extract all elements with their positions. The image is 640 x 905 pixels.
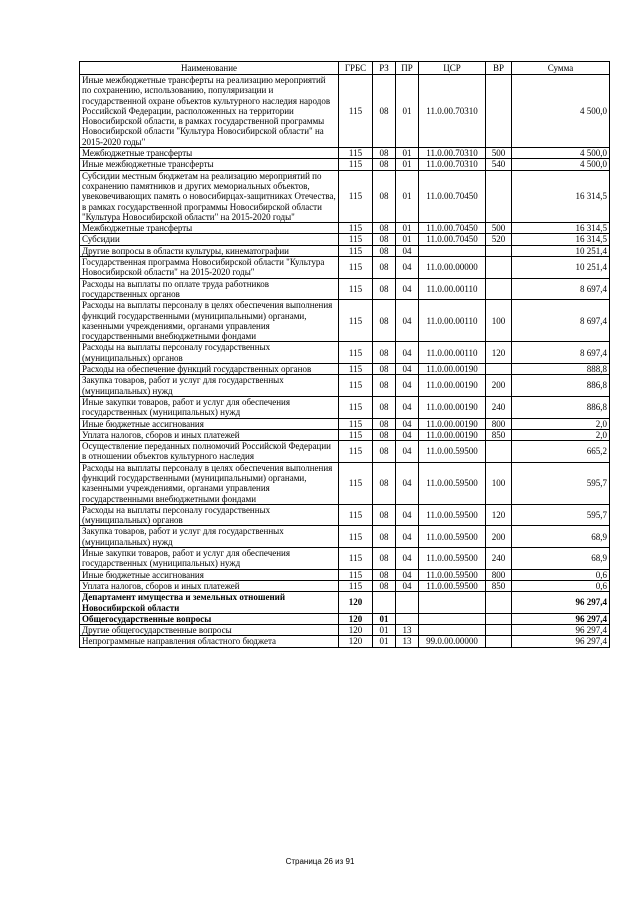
table-row bbox=[80, 504, 610, 526]
cell-csr: 11.0.00.59500 bbox=[419, 462, 486, 504]
cell-rz: 08 bbox=[373, 396, 396, 418]
cell-pr: 04 bbox=[396, 375, 419, 397]
cell-csr: 11.0.00.59500 bbox=[419, 441, 486, 463]
cell-rz: 08 bbox=[373, 234, 396, 245]
cell-vr: 850 bbox=[486, 429, 512, 440]
cell-grbs: 120 bbox=[339, 613, 373, 624]
cell-vr bbox=[486, 636, 512, 647]
cell-pr: 04 bbox=[396, 548, 419, 570]
cell-pr: 01 bbox=[396, 170, 419, 222]
cell-grbs: 120 bbox=[339, 592, 373, 614]
cell-sum: 4 500,0 bbox=[512, 75, 610, 148]
cell-rz: 08 bbox=[373, 364, 396, 375]
cell-grbs: 115 bbox=[339, 418, 373, 429]
cell-vr: 850 bbox=[486, 580, 512, 591]
cell-grbs: 120 bbox=[339, 625, 373, 636]
table-row bbox=[80, 245, 610, 256]
table-row bbox=[80, 257, 610, 279]
cell-csr: 11.0.00.00110 bbox=[419, 342, 486, 364]
cell-rz: 08 bbox=[373, 548, 396, 570]
cell-grbs: 115 bbox=[339, 148, 373, 159]
cell-name: Непрограммные направления областного бюджета bbox=[80, 636, 339, 647]
cell-grbs: 115 bbox=[339, 245, 373, 256]
cell-vr: 520 bbox=[486, 234, 512, 245]
cell-rz: 01 bbox=[373, 613, 396, 624]
cell-csr: 11.0.00.00190 bbox=[419, 418, 486, 429]
table-row bbox=[80, 234, 610, 245]
cell-grbs: 115 bbox=[339, 375, 373, 397]
cell-pr: 04 bbox=[396, 504, 419, 526]
cell-vr: 500 bbox=[486, 223, 512, 234]
table-row bbox=[80, 625, 610, 636]
cell-csr: 11.0.00.00190 bbox=[419, 429, 486, 440]
cell-csr: 11.0.00.00110 bbox=[419, 278, 486, 300]
cell-pr: 04 bbox=[396, 300, 419, 342]
cell-csr: 11.0.00.59500 bbox=[419, 526, 486, 548]
cell-csr: 11.0.00.70310 bbox=[419, 159, 486, 170]
table-row bbox=[80, 375, 610, 397]
header-rz: РЗ bbox=[373, 62, 396, 75]
cell-grbs: 115 bbox=[339, 75, 373, 148]
cell-rz: 08 bbox=[373, 429, 396, 440]
cell-vr: 120 bbox=[486, 342, 512, 364]
cell-grbs: 115 bbox=[339, 300, 373, 342]
cell-pr: 04 bbox=[396, 245, 419, 256]
table-body bbox=[80, 75, 610, 648]
cell-sum: 10 251,4 bbox=[512, 245, 610, 256]
cell-vr bbox=[486, 245, 512, 256]
cell-rz: 01 bbox=[373, 636, 396, 647]
cell-name: Субсидии bbox=[80, 234, 339, 245]
cell-pr: 01 bbox=[396, 159, 419, 170]
cell-pr: 04 bbox=[396, 462, 419, 504]
cell-rz: 08 bbox=[373, 580, 396, 591]
cell-grbs: 115 bbox=[339, 462, 373, 504]
cell-sum: 16 314,5 bbox=[512, 234, 610, 245]
cell-sum: 96 297,4 bbox=[512, 636, 610, 647]
cell-vr bbox=[486, 75, 512, 148]
cell-pr: 01 bbox=[396, 223, 419, 234]
cell-sum: 888,8 bbox=[512, 364, 610, 375]
cell-name: Расходы на выплаты персоналу в целях обеспечения выполнения функций государственными (муниципальными) органами, казенными учреждениями, органами управления государственными внебюджетными фондами bbox=[80, 300, 339, 342]
cell-grbs: 115 bbox=[339, 159, 373, 170]
cell-pr: 04 bbox=[396, 580, 419, 591]
cell-name: Уплата налогов, сборов и иных платежей bbox=[80, 580, 339, 591]
table-row bbox=[80, 613, 610, 624]
cell-rz: 08 bbox=[373, 342, 396, 364]
header-csr: ЦСР bbox=[419, 62, 486, 75]
cell-vr: 500 bbox=[486, 148, 512, 159]
cell-rz bbox=[373, 592, 396, 614]
table-row bbox=[80, 396, 610, 418]
cell-name: Иные межбюджетные трансферты на реализацию мероприятий по сохранению, использованию, популяризации и государственной охране объектов культурного наследия народов Российской Федерации, расположенных на территории Новосибирской области, в рамках государственной программы Новосибирской области "Культура Новосибирской области" на 2015-2020 годы" bbox=[80, 75, 339, 148]
cell-pr: 01 bbox=[396, 234, 419, 245]
table-row bbox=[80, 148, 610, 159]
cell-grbs: 115 bbox=[339, 504, 373, 526]
cell-name: Иные закупки товаров, работ и услуг для обеспечения государственных (муниципальных) нужд bbox=[80, 548, 339, 570]
cell-rz: 08 bbox=[373, 148, 396, 159]
cell-rz: 08 bbox=[373, 462, 396, 504]
header-pr: ПР bbox=[396, 62, 419, 75]
cell-rz: 08 bbox=[373, 418, 396, 429]
cell-name: Общегосударственные вопросы bbox=[80, 613, 339, 624]
cell-name: Другие общегосударственные вопросы bbox=[80, 625, 339, 636]
cell-pr: 04 bbox=[396, 257, 419, 279]
cell-grbs: 115 bbox=[339, 569, 373, 580]
cell-vr bbox=[486, 170, 512, 222]
cell-vr bbox=[486, 625, 512, 636]
table-row bbox=[80, 548, 610, 570]
table-row bbox=[80, 580, 610, 591]
cell-pr: 04 bbox=[396, 569, 419, 580]
cell-csr bbox=[419, 592, 486, 614]
cell-csr bbox=[419, 625, 486, 636]
cell-grbs: 115 bbox=[339, 342, 373, 364]
cell-vr bbox=[486, 441, 512, 463]
cell-pr bbox=[396, 613, 419, 624]
cell-csr: 11.0.00.00190 bbox=[419, 396, 486, 418]
cell-vr: 800 bbox=[486, 418, 512, 429]
cell-name: Иные бюджетные ассигнования bbox=[80, 418, 339, 429]
table-row bbox=[80, 75, 610, 148]
cell-grbs: 115 bbox=[339, 526, 373, 548]
cell-sum: 4 500,0 bbox=[512, 148, 610, 159]
cell-name: Закупка товаров, работ и услуг для государственных (муниципальных) нужд bbox=[80, 526, 339, 548]
cell-name: Другие вопросы в области культуры, кинематографии bbox=[80, 245, 339, 256]
cell-name: Межбюджетные трансферты bbox=[80, 148, 339, 159]
cell-pr: 01 bbox=[396, 75, 419, 148]
cell-vr: 100 bbox=[486, 300, 512, 342]
cell-csr: 11.0.00.59500 bbox=[419, 504, 486, 526]
cell-name: Иные закупки товаров, работ и услуг для обеспечения государственных (муниципальных) нужд bbox=[80, 396, 339, 418]
cell-sum: 8 697,4 bbox=[512, 278, 610, 300]
cell-name: Уплата налогов, сборов и иных платежей bbox=[80, 429, 339, 440]
cell-sum: 68,9 bbox=[512, 526, 610, 548]
cell-sum: 16 314,5 bbox=[512, 170, 610, 222]
cell-grbs: 115 bbox=[339, 548, 373, 570]
cell-sum: 10 251,4 bbox=[512, 257, 610, 279]
cell-vr bbox=[486, 257, 512, 279]
cell-rz: 08 bbox=[373, 170, 396, 222]
cell-csr: 11.0.00.00190 bbox=[419, 364, 486, 375]
cell-pr: 01 bbox=[396, 148, 419, 159]
cell-grbs: 115 bbox=[339, 234, 373, 245]
cell-csr: 11.0.00.70450 bbox=[419, 234, 486, 245]
cell-csr bbox=[419, 613, 486, 624]
cell-pr: 04 bbox=[396, 526, 419, 548]
table-row bbox=[80, 223, 610, 234]
table-row bbox=[80, 300, 610, 342]
cell-grbs: 115 bbox=[339, 278, 373, 300]
table-header-row bbox=[80, 62, 610, 75]
cell-sum: 595,7 bbox=[512, 462, 610, 504]
cell-csr: 11.0.00.70450 bbox=[419, 170, 486, 222]
cell-pr: 13 bbox=[396, 625, 419, 636]
cell-pr: 04 bbox=[396, 278, 419, 300]
cell-grbs: 115 bbox=[339, 170, 373, 222]
cell-rz: 08 bbox=[373, 300, 396, 342]
header-sum: Сумма bbox=[512, 62, 610, 75]
cell-csr: 11.0.00.00000 bbox=[419, 257, 486, 279]
cell-vr: 800 bbox=[486, 569, 512, 580]
cell-name: Расходы на выплаты персоналу государственных (муниципальных) органов bbox=[80, 342, 339, 364]
table-row bbox=[80, 526, 610, 548]
cell-rz: 08 bbox=[373, 504, 396, 526]
cell-pr: 04 bbox=[396, 342, 419, 364]
budget-table-container bbox=[79, 61, 609, 648]
table-row bbox=[80, 569, 610, 580]
cell-grbs: 115 bbox=[339, 396, 373, 418]
cell-rz: 08 bbox=[373, 441, 396, 463]
page-number: Страница 26 из 91 bbox=[285, 857, 355, 866]
cell-sum: 16 314,5 bbox=[512, 223, 610, 234]
cell-pr bbox=[396, 592, 419, 614]
cell-vr: 200 bbox=[486, 375, 512, 397]
cell-rz: 08 bbox=[373, 526, 396, 548]
header-vr: ВР bbox=[486, 62, 512, 75]
cell-rz: 08 bbox=[373, 375, 396, 397]
cell-name: Государственная программа Новосибирской области "Культура Новосибирской области" на 2015-2020 годы" bbox=[80, 257, 339, 279]
cell-csr: 99.0.00.00000 bbox=[419, 636, 486, 647]
cell-grbs: 115 bbox=[339, 364, 373, 375]
cell-name: Расходы на выплаты по оплате труда работников государственных органов bbox=[80, 278, 339, 300]
cell-sum: 96 297,4 bbox=[512, 613, 610, 624]
cell-name: Субсидии местным бюджетам на реализацию мероприятий по сохранению памятников и других мемориальных объектов, увековечивающих память о новосибирцах-защитниках Отечества, в рамках государственной программы Новосибирской области "Культура Новосибирской области" на 2015-2020 годы" bbox=[80, 170, 339, 222]
table-row bbox=[80, 441, 610, 463]
cell-rz: 08 bbox=[373, 245, 396, 256]
cell-csr bbox=[419, 245, 486, 256]
cell-sum: 0,6 bbox=[512, 580, 610, 591]
cell-rz: 08 bbox=[373, 569, 396, 580]
cell-sum: 886,8 bbox=[512, 396, 610, 418]
cell-rz: 08 bbox=[373, 223, 396, 234]
cell-rz: 08 bbox=[373, 75, 396, 148]
table-row bbox=[80, 278, 610, 300]
cell-name: Расходы на обеспечение функций государственных органов bbox=[80, 364, 339, 375]
cell-pr: 04 bbox=[396, 364, 419, 375]
cell-vr: 100 bbox=[486, 462, 512, 504]
table-row bbox=[80, 462, 610, 504]
table-row bbox=[80, 159, 610, 170]
cell-sum: 96 297,4 bbox=[512, 625, 610, 636]
cell-name: Департамент имущества и земельных отношений Новосибирской области bbox=[80, 592, 339, 614]
cell-sum: 665,2 bbox=[512, 441, 610, 463]
cell-grbs: 120 bbox=[339, 636, 373, 647]
cell-sum: 68,9 bbox=[512, 548, 610, 570]
header-grbs: ГРБС bbox=[339, 62, 373, 75]
cell-sum: 2,0 bbox=[512, 429, 610, 440]
table-row bbox=[80, 429, 610, 440]
table-row bbox=[80, 418, 610, 429]
cell-sum: 4 500,0 bbox=[512, 159, 610, 170]
table-row bbox=[80, 592, 610, 614]
header-name: Наименование bbox=[80, 62, 339, 75]
cell-rz: 08 bbox=[373, 159, 396, 170]
table-row bbox=[80, 364, 610, 375]
cell-csr: 11.0.00.59500 bbox=[419, 548, 486, 570]
cell-csr: 11.0.00.59500 bbox=[419, 580, 486, 591]
cell-name: Расходы на выплаты персоналу в целях обеспечения выполнения функций государственными (муниципальными) органами, казенными учреждениями, органами управления государственными внебюджетными фондами bbox=[80, 462, 339, 504]
cell-vr: 540 bbox=[486, 159, 512, 170]
cell-name: Межбюджетные трансферты bbox=[80, 223, 339, 234]
cell-name: Закупка товаров, работ и услуг для государственных (муниципальных) нужд bbox=[80, 375, 339, 397]
cell-csr: 11.0.00.70310 bbox=[419, 148, 486, 159]
cell-rz: 08 bbox=[373, 278, 396, 300]
cell-sum: 886,8 bbox=[512, 375, 610, 397]
cell-grbs: 115 bbox=[339, 223, 373, 234]
table-row bbox=[80, 636, 610, 647]
cell-csr: 11.0.00.70310 bbox=[419, 75, 486, 148]
cell-rz: 01 bbox=[373, 625, 396, 636]
cell-grbs: 115 bbox=[339, 441, 373, 463]
cell-name: Иные межбюджетные трансферты bbox=[80, 159, 339, 170]
cell-grbs: 115 bbox=[339, 257, 373, 279]
cell-pr: 04 bbox=[396, 396, 419, 418]
cell-vr: 240 bbox=[486, 396, 512, 418]
cell-vr: 240 bbox=[486, 548, 512, 570]
cell-vr bbox=[486, 364, 512, 375]
cell-sum: 0,6 bbox=[512, 569, 610, 580]
cell-name: Осуществление переданных полномочий Российской Федерации в отношении объектов культурного наследия bbox=[80, 441, 339, 463]
cell-csr: 11.0.00.70450 bbox=[419, 223, 486, 234]
cell-sum: 595,7 bbox=[512, 504, 610, 526]
cell-sum: 96 297,4 bbox=[512, 592, 610, 614]
cell-csr: 11.0.00.00190 bbox=[419, 375, 486, 397]
cell-pr: 04 bbox=[396, 429, 419, 440]
cell-vr bbox=[486, 278, 512, 300]
cell-name: Иные бюджетные ассигнования bbox=[80, 569, 339, 580]
cell-csr: 11.0.00.00110 bbox=[419, 300, 486, 342]
cell-grbs: 115 bbox=[339, 429, 373, 440]
cell-sum: 8 697,4 bbox=[512, 342, 610, 364]
cell-name: Расходы на выплаты персоналу государственных (муниципальных) органов bbox=[80, 504, 339, 526]
cell-vr bbox=[486, 613, 512, 624]
cell-vr bbox=[486, 592, 512, 614]
cell-csr: 11.0.00.59500 bbox=[419, 569, 486, 580]
cell-vr: 200 bbox=[486, 526, 512, 548]
table-row bbox=[80, 342, 610, 364]
cell-rz: 08 bbox=[373, 257, 396, 279]
cell-sum: 8 697,4 bbox=[512, 300, 610, 342]
budget-table bbox=[79, 61, 610, 648]
cell-pr: 04 bbox=[396, 418, 419, 429]
cell-pr: 04 bbox=[396, 441, 419, 463]
cell-grbs: 115 bbox=[339, 580, 373, 591]
table-row bbox=[80, 170, 610, 222]
cell-vr: 120 bbox=[486, 504, 512, 526]
cell-sum: 2,0 bbox=[512, 418, 610, 429]
cell-pr: 13 bbox=[396, 636, 419, 647]
